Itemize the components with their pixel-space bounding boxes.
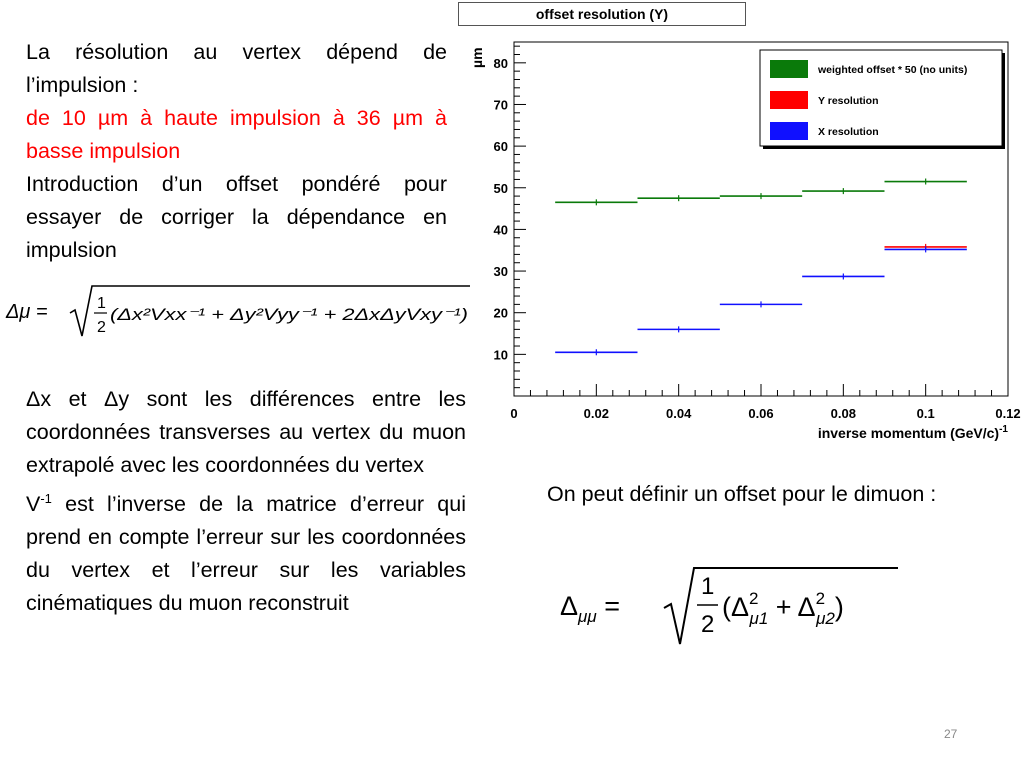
legend-swatch [770,122,808,140]
formula2-denominator: 2 [701,611,715,638]
v-symbol: V [26,492,41,517]
legend [760,50,1005,149]
x-tick-label: 0.04 [666,406,692,421]
x-axis-label-main: inverse momentum (GeV/c) [817,425,1000,441]
resolution-range-text: de 10 µm à haute impulsion à 36 µm à basse impulsion [26,106,447,163]
y-tick-label: 70 [493,97,508,113]
formula-delta-mu-svg [4,280,474,342]
x-tick-label: 0 [510,406,518,421]
definition-text [26,383,466,620]
legend-swatch [770,91,808,109]
y-tick-label: 10 [493,347,508,363]
x-tick-label: 0.02 [583,406,609,421]
formula1-numerator: 1 [97,295,106,312]
x-tick-label: 0.08 [830,406,856,421]
y-tick-label: 20 [493,305,508,321]
y-tick-label: 80 [493,55,508,71]
y-tick-label: 50 [493,180,508,196]
inverse-matrix-definition [26,482,466,620]
formula-delta-mu [4,280,474,342]
intro-text [26,36,447,267]
page-number: 27 [944,727,958,741]
dimuon-offset-text: On peut définir un offset pour le dimuon : [547,482,937,506]
formula2-body: ($\Delta^2$ $\mu 1 + \Delta^2$ μ2) [722,589,844,628]
y-tick-label: 30 [493,264,508,280]
resolution-dependence-text: La résolution au vertex dépend de l’impulsion : [26,40,447,97]
formula1-body: (Δx²Vxx⁻¹ + Δy²Vyy⁻¹ + 2ΔxΔyVxy⁻¹) [110,305,468,324]
x-tick-label: 0.1 [916,406,935,421]
formula-delta-mumu [556,560,906,650]
formula1-denominator: 2 [97,319,106,336]
legend-label: weighted offset * 50 (no units) [818,64,968,76]
v-superscript: -1 [40,491,52,506]
x-tick-label: 0.12 [995,406,1021,421]
x-tick-label: 0.06 [748,406,774,421]
formula2-lhs: $\Delta_{\mu\mu}$ = [560,591,620,626]
y-tick-label: 40 [493,222,508,238]
formula-delta-mumu-svg [556,560,906,650]
y-tick-label: 60 [493,139,508,155]
weighted-offset-intro-text: Introduction d’un offset pondéré pour essayer de corriger la dépendance en impulsion [26,172,447,262]
legend-label: Y resolution [818,95,879,107]
offset-resolution-chart [462,36,1024,446]
plot-title: offset resolution (Υ) [458,2,746,26]
formula1-lhs: Δμ = [6,301,48,323]
formula2-numerator: 1 [701,573,715,600]
legend-swatch [770,60,808,78]
inverse-matrix-text: est l’inverse de la matrice d’erreur qui prend en compte l’erreur sur les coordonnées du vertex et l’erreur sur les variables cinématiques du muon reconstruit [26,492,466,616]
x-axis-label [818,424,1009,441]
legend-label: X resolution [818,126,879,138]
x-axis-label-exp: -1 [999,424,1008,435]
y-axis-label: µm [469,47,485,68]
delta-definition: Δx et Δy sont les différences entre les coordonnées transverses au vertex du muon extrapolé avec les coordonnées du vertex [26,387,466,477]
